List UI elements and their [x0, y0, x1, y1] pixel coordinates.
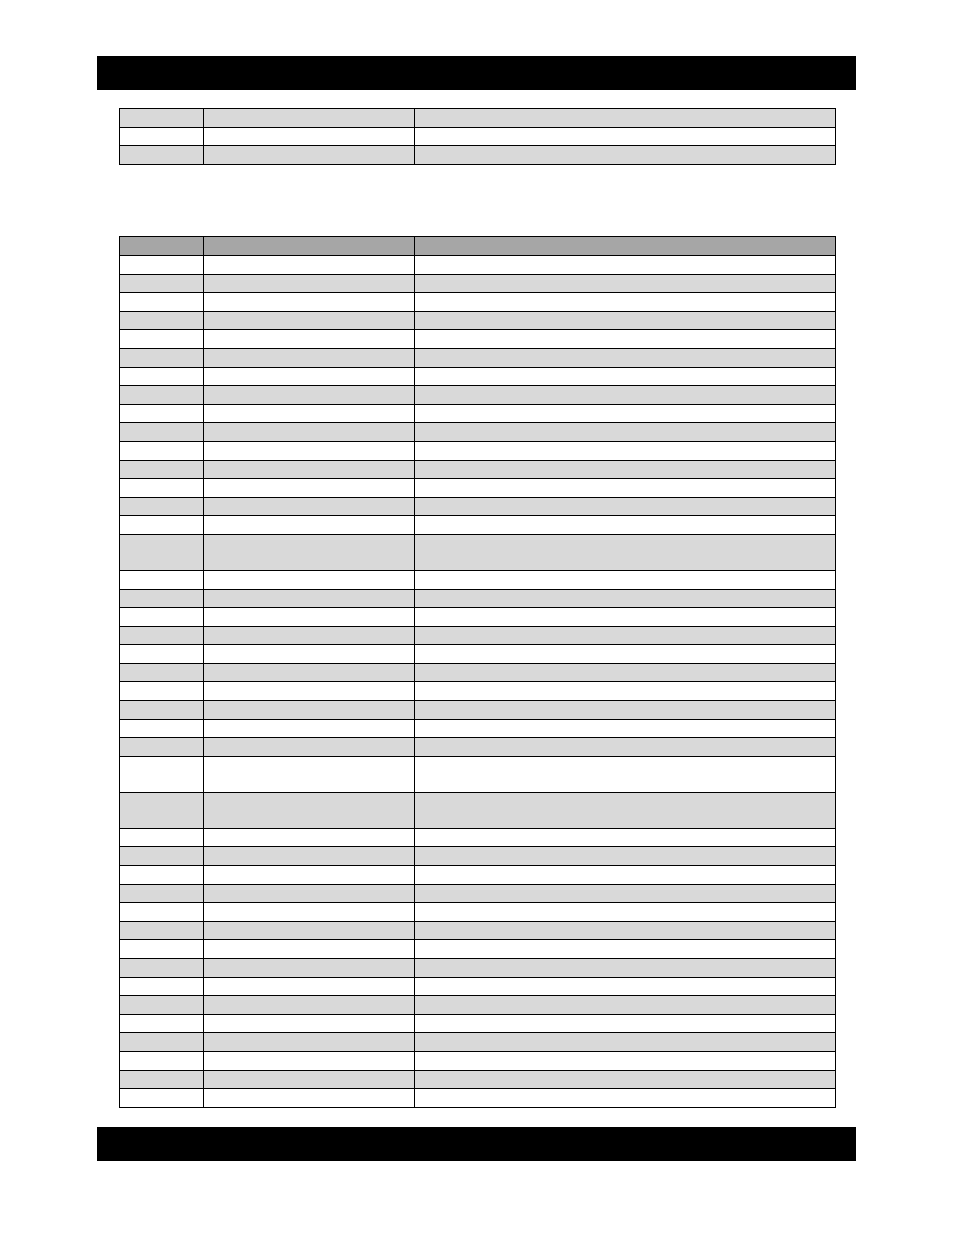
table-cell — [120, 792, 204, 828]
table-row — [120, 1033, 836, 1052]
table-cell — [120, 570, 204, 589]
table-row — [120, 903, 836, 922]
table-cell — [120, 940, 204, 959]
table-cell — [204, 645, 415, 664]
table-cell — [120, 386, 204, 405]
table-row — [120, 828, 836, 847]
table-cell — [204, 348, 415, 367]
table-row — [120, 441, 836, 460]
table-cell — [120, 719, 204, 738]
table-cell — [415, 701, 836, 720]
table-cell — [120, 663, 204, 682]
table-cell — [120, 497, 204, 516]
table-cell — [415, 497, 836, 516]
table-cell — [120, 311, 204, 330]
table-cell — [204, 959, 415, 978]
table-row — [120, 884, 836, 903]
table-cell — [415, 109, 836, 128]
table-cell — [120, 884, 204, 903]
table-row — [120, 701, 836, 720]
table-cell — [120, 109, 204, 128]
table-cell — [120, 626, 204, 645]
table-cell — [120, 516, 204, 535]
table-row — [120, 311, 836, 330]
table-cell — [415, 940, 836, 959]
table-cell — [120, 348, 204, 367]
table-cell — [204, 146, 415, 165]
table-cell — [204, 940, 415, 959]
table-row — [120, 626, 836, 645]
table-cell — [120, 127, 204, 146]
table-row — [120, 404, 836, 423]
table-cell — [415, 441, 836, 460]
table-cell — [415, 645, 836, 664]
table-cell — [120, 847, 204, 866]
table-cell — [204, 701, 415, 720]
table-cell — [415, 146, 836, 165]
table-cell — [415, 516, 836, 535]
table-cell — [415, 293, 836, 312]
table-cell — [415, 959, 836, 978]
table-cell — [204, 884, 415, 903]
table-row — [120, 330, 836, 349]
table-cell — [415, 626, 836, 645]
table-cell — [415, 792, 836, 828]
table-cell — [415, 423, 836, 442]
table-cell — [415, 719, 836, 738]
table-cell — [204, 1051, 415, 1070]
table-cell — [120, 903, 204, 922]
page-header-bar — [97, 56, 856, 90]
table-cell — [415, 996, 836, 1015]
table-main-header-cell — [120, 237, 204, 256]
table-cell — [120, 1033, 204, 1052]
table-cell — [120, 1089, 204, 1108]
table-main-header-cell — [204, 237, 415, 256]
table-cell — [120, 608, 204, 627]
table-cell — [120, 293, 204, 312]
table-cell — [120, 977, 204, 996]
table-cell — [415, 884, 836, 903]
table-cell — [120, 1051, 204, 1070]
table-cell — [415, 311, 836, 330]
table-cell — [204, 626, 415, 645]
table-row — [120, 497, 836, 516]
table-cell — [204, 570, 415, 589]
table-row — [120, 127, 836, 146]
table-row — [120, 423, 836, 442]
table-row — [120, 959, 836, 978]
table-row — [120, 756, 836, 792]
table-cell — [415, 570, 836, 589]
table-cell — [415, 1070, 836, 1089]
table-cell — [204, 996, 415, 1015]
table-cell — [120, 460, 204, 479]
table-cell — [204, 497, 415, 516]
table-cell — [204, 109, 415, 128]
table-row — [120, 921, 836, 940]
table-cell — [415, 330, 836, 349]
table-row — [120, 256, 836, 275]
table-cell — [204, 441, 415, 460]
table-main-header-cell — [415, 237, 836, 256]
table-cell — [120, 441, 204, 460]
table-cell — [204, 127, 415, 146]
table-cell — [120, 682, 204, 701]
table-row — [120, 534, 836, 570]
table-row — [120, 738, 836, 757]
table-main-header-row — [120, 237, 836, 256]
table-cell — [120, 738, 204, 757]
table-cell — [204, 460, 415, 479]
table-cell — [204, 738, 415, 757]
table-cell — [120, 866, 204, 885]
table-cell — [204, 311, 415, 330]
table-cell — [120, 534, 204, 570]
table-row — [120, 719, 836, 738]
table-row — [120, 1070, 836, 1089]
table-cell — [415, 386, 836, 405]
table-cell — [415, 921, 836, 940]
table-cell — [415, 847, 836, 866]
table-cell — [120, 959, 204, 978]
table-row — [120, 348, 836, 367]
table-row — [120, 386, 836, 405]
table-cell — [120, 274, 204, 293]
table-cell — [415, 866, 836, 885]
table-cell — [415, 404, 836, 423]
table-cell — [204, 1070, 415, 1089]
table-cell — [120, 404, 204, 423]
table-cell — [120, 756, 204, 792]
table-cell — [204, 756, 415, 792]
table-cell — [415, 127, 836, 146]
table-cell — [415, 1089, 836, 1108]
table-cell — [415, 589, 836, 608]
table-cell — [415, 479, 836, 498]
table-row — [120, 608, 836, 627]
table-row — [120, 589, 836, 608]
table-cell — [120, 645, 204, 664]
table-cell — [415, 756, 836, 792]
table-cell — [204, 663, 415, 682]
table-cell — [204, 479, 415, 498]
table-cell — [120, 330, 204, 349]
table-cell — [204, 404, 415, 423]
table-cell — [204, 274, 415, 293]
table-top-body — [120, 109, 836, 165]
table-cell — [204, 977, 415, 996]
table-cell — [120, 701, 204, 720]
table-cell — [204, 903, 415, 922]
table-cell — [204, 293, 415, 312]
table-row — [120, 293, 836, 312]
table-cell — [120, 1070, 204, 1089]
table-cell — [204, 516, 415, 535]
table-row — [120, 367, 836, 386]
table-row — [120, 109, 836, 128]
table-cell — [204, 847, 415, 866]
page-footer-bar — [97, 1127, 856, 1161]
table-cell — [415, 738, 836, 757]
table-row — [120, 663, 836, 682]
table-cell — [415, 828, 836, 847]
table-row — [120, 1014, 836, 1033]
table-cell — [204, 256, 415, 275]
table-cell — [120, 367, 204, 386]
table-row — [120, 1051, 836, 1070]
table-cell — [204, 921, 415, 940]
table-cell — [204, 423, 415, 442]
table-cell — [415, 534, 836, 570]
table-cell — [120, 256, 204, 275]
table-row — [120, 792, 836, 828]
table-row — [120, 516, 836, 535]
table-cell — [204, 792, 415, 828]
table-cell — [120, 423, 204, 442]
table-cell — [204, 1089, 415, 1108]
table-cell — [415, 1051, 836, 1070]
table-row — [120, 570, 836, 589]
table-row — [120, 645, 836, 664]
table-cell — [120, 828, 204, 847]
table-cell — [120, 146, 204, 165]
table-cell — [204, 386, 415, 405]
table-cell — [120, 1014, 204, 1033]
table-cell — [204, 534, 415, 570]
table-cell — [415, 274, 836, 293]
table-cell — [204, 608, 415, 627]
table-cell — [415, 256, 836, 275]
table-cell — [204, 1014, 415, 1033]
table-cell — [204, 682, 415, 701]
table-row — [120, 940, 836, 959]
table-row — [120, 460, 836, 479]
table-cell — [415, 367, 836, 386]
table-cell — [120, 479, 204, 498]
table-cell — [204, 719, 415, 738]
table-cell — [415, 608, 836, 627]
table-row — [120, 146, 836, 165]
table-cell — [120, 921, 204, 940]
table-main-body — [120, 256, 836, 1108]
table-cell — [204, 866, 415, 885]
table-cell — [415, 903, 836, 922]
table-cell — [204, 330, 415, 349]
table-row — [120, 274, 836, 293]
table-row — [120, 866, 836, 885]
table-row — [120, 996, 836, 1015]
table-cell — [415, 663, 836, 682]
table-main — [119, 236, 836, 1108]
table-cell — [120, 589, 204, 608]
table-cell — [415, 1033, 836, 1052]
table-cell — [204, 589, 415, 608]
table-cell — [120, 996, 204, 1015]
table-cell — [415, 348, 836, 367]
table-row — [120, 479, 836, 498]
table-cell — [415, 460, 836, 479]
table-row — [120, 682, 836, 701]
table-cell — [415, 1014, 836, 1033]
table-cell — [204, 1033, 415, 1052]
table-cell — [415, 682, 836, 701]
table-row — [120, 847, 836, 866]
table-top — [119, 108, 836, 165]
table-row — [120, 977, 836, 996]
table-cell — [204, 828, 415, 847]
table-row — [120, 1089, 836, 1108]
table-cell — [204, 367, 415, 386]
table-cell — [415, 977, 836, 996]
